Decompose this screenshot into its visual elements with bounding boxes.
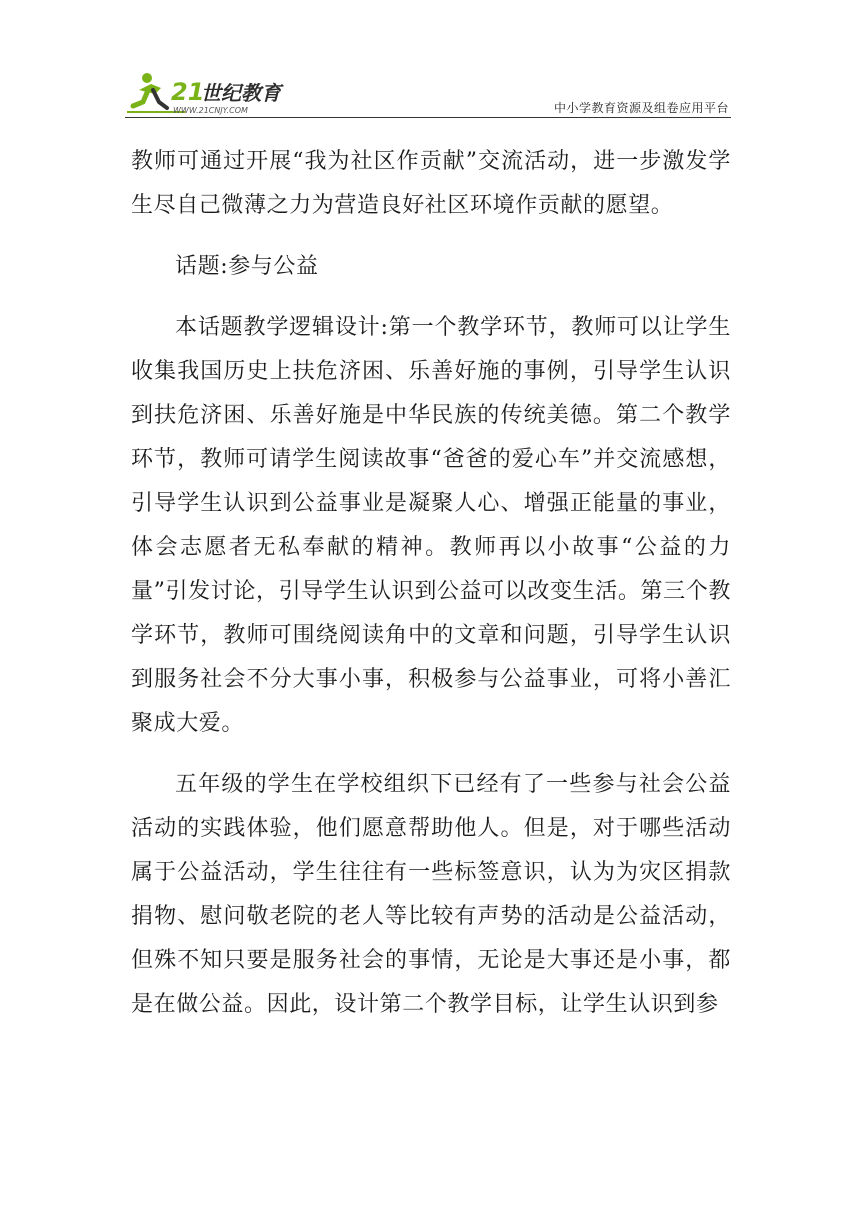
section-heading: 话题:参与公益 — [175, 254, 319, 279]
page-header — [125, 68, 731, 118]
site-logo — [125, 68, 295, 118]
paragraph-3: 五年级的学生在学校组织下已经有了一些参与社会公益活动的实践体验，他们愿意帮助他人。但是，对于哪些活动属于公益活动，学生往往有一些标签意识，认为为灾区捐款捐物、慰问敬老院的老人等比较有声势的活动是公益活动，但殊不知只要是服务社会的事情，无论是大事还是小事，都是在做公益。因此，设计第二个教学目标，让学生认识到参 — [131, 772, 731, 1017]
paragraph-2: 本话题教学逻辑设计:第一个教学环节，教师可以让学生收集我国历史上扶危济困、乐善好施的事例，引导学生认识到扶危济困、乐善好施是中华民族的传统美德。第二个教学环节，教师可请学生阅读故事“爸爸的爱心车”并交流感想，引导学生认识到公益事业是凝聚人心、增强正能量的事业，体会志愿者无私奉献的精神。教师再以小故事“公益的力量”引发讨论，引导学生认识到公益可以改变生活。第三个教学环节，教师可围绕阅读角中的文章和问题，引导学生认识到服务社会不分大事小事，积极参与公益事业，可将小善汇聚成大爱。 — [131, 315, 731, 736]
svg-text:世纪教育: 世纪教育 — [201, 81, 281, 105]
document-body — [131, 140, 731, 1027]
svg-text:WWW.21CNJY.COM: WWW.21CNJY.COM — [173, 106, 248, 115]
header-divider — [125, 117, 731, 118]
paragraph-1: 教师可通过开展“我为社区作贡献”交流活动，进一步激发学生尽自己微薄之力为营造良好社区环境作贡献的愿望。 — [131, 149, 731, 218]
header-tagline: 中小学教育资源及组卷应用平台 — [553, 101, 729, 115]
svg-text:21: 21 — [171, 78, 205, 106]
